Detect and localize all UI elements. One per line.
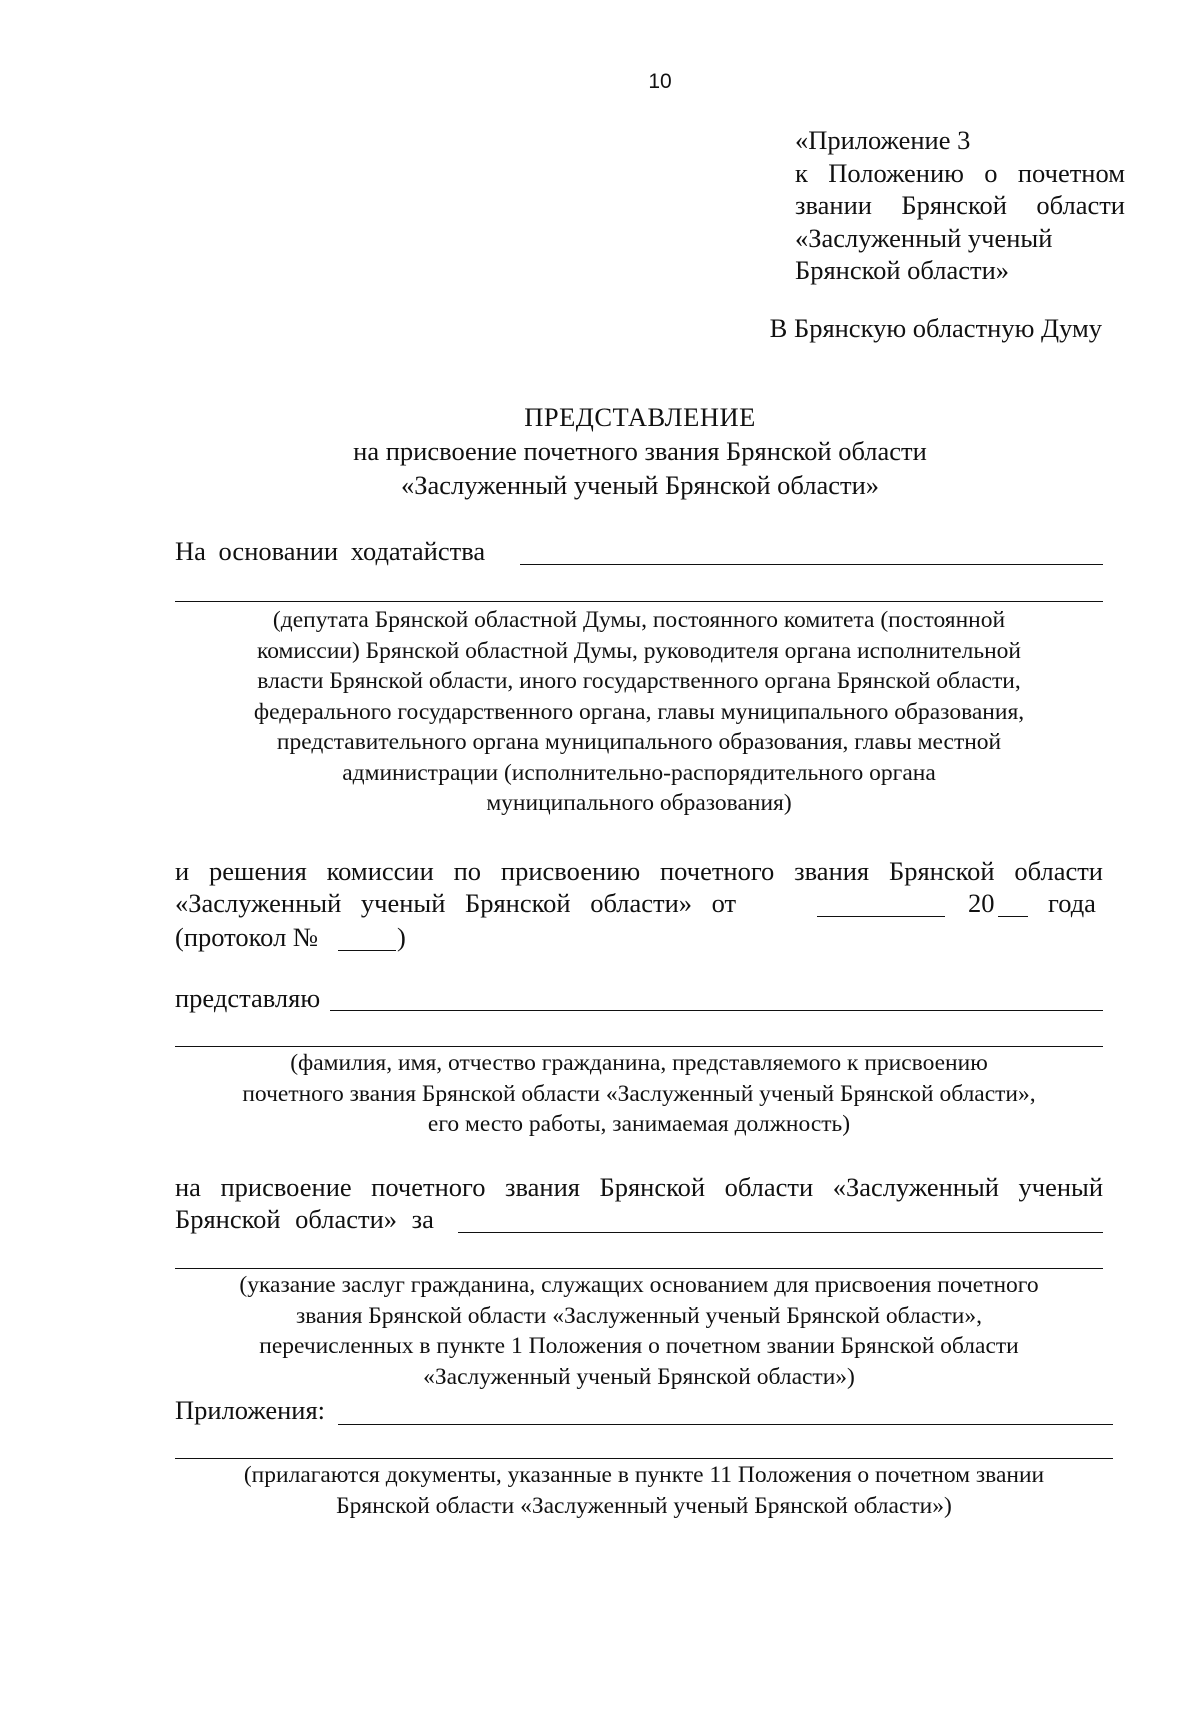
nominee-caption-line: его место работы, занимаемая должность) <box>427 1111 851 1137</box>
decision-year-suffix: года <box>1048 888 1096 918</box>
petition-caption-line: (депутата Брянской областной Думы, постоянного комитета (постоянной <box>272 607 1006 633</box>
merits-paragraph <box>175 1170 1103 1204</box>
merits-blank-line-2[interactable] <box>175 1268 1103 1269</box>
appendix-line-3: звании Брянской области <box>795 190 1125 220</box>
protocol-label: (протокол № <box>175 922 319 952</box>
attachments-label: Приложения: <box>175 1395 326 1425</box>
merits-line-2-label: Брянской области» за <box>175 1204 434 1234</box>
appendix-line-5: Брянской области» <box>795 255 1010 285</box>
decision-paragraph <box>175 854 1103 888</box>
petition-caption-line: комиссии) Брянской областной Думы, руководителя органа исполнительной <box>256 637 1022 664</box>
attachments-blank-line-2[interactable] <box>175 1458 1113 1459</box>
merits-caption-line: перечисленных в пункте 1 Положения о почетном звании Брянской области <box>259 1333 1019 1359</box>
nominee-blank-line-2[interactable] <box>175 1046 1103 1047</box>
attachments-blank-line-1[interactable] <box>338 1424 1113 1425</box>
decision-line-1: и решения комиссии по присвоению почетного звания Брянской области <box>175 856 1103 886</box>
decision-year-blank[interactable] <box>998 916 1028 917</box>
document-title: ПРЕДСТАВЛЕНИЕ <box>524 402 756 432</box>
petition-caption-line: администрации (исполнительно-распорядительного органа <box>342 759 936 786</box>
document-subtitle-1: на присвоение почетного звания Брянской области <box>353 436 927 466</box>
protocol-number-blank[interactable] <box>338 950 396 951</box>
nominee-caption-line: (фамилия, имя, отчество гражданина, представляемого к присвоению <box>290 1050 988 1076</box>
appendix-line-4: «Заслуженный ученый <box>795 222 1053 253</box>
attachments-caption-line: (прилагаются документы, указанные в пункте 11 Положения о почетном звании <box>243 1462 1045 1488</box>
merits-caption-line: звания Брянской области «Заслуженный ученый Брянской области», <box>295 1302 983 1329</box>
protocol-close-paren: ) <box>397 922 406 952</box>
decision-date-blank[interactable] <box>817 916 945 917</box>
attachments-caption <box>175 1460 1113 1521</box>
petition-caption <box>175 605 1103 819</box>
nominee-caption <box>175 1048 1103 1140</box>
appendix-line-1: «Приложение 3 <box>795 125 971 155</box>
decision-year-prefix: 20 <box>968 888 995 918</box>
appendix-reference <box>795 124 1125 287</box>
page-number: 10 <box>648 70 672 93</box>
petition-blank-line-2[interactable] <box>175 601 1103 602</box>
merits-caption <box>175 1270 1103 1392</box>
nominee-label: представляю <box>175 983 321 1013</box>
merits-caption-line: «Заслуженный ученый Брянской области») <box>423 1363 855 1390</box>
attachments-caption-line: Брянской области «Заслуженный ученый Брянской области») <box>336 1492 952 1519</box>
addressee: В Брянскую областную Думу <box>769 313 1102 343</box>
decision-line-2-text: «Заслуженный ученый Брянской области» от <box>175 888 737 918</box>
merits-line-1: на присвоение почетного звания Брянской области «Заслуженный ученый <box>175 1172 1103 1202</box>
merits-blank-line-1[interactable] <box>458 1232 1103 1233</box>
merits-caption-line: (указание заслуг гражданина, служащих основанием для присвоения почетного <box>239 1272 1039 1298</box>
appendix-line-2: к Положению о почетном <box>795 157 1125 188</box>
petition-caption-line: власти Брянской области, иного государственного органа Брянской области, <box>257 668 1021 694</box>
nominee-blank-line-1[interactable] <box>330 1010 1103 1011</box>
document-subtitle-2: «Заслуженный ученый Брянской области» <box>400 470 880 500</box>
nominee-caption-line: почетного звания Брянской области «Заслуженный ученый Брянской области», <box>242 1080 1036 1107</box>
petition-caption-line: муниципального образования) <box>486 790 792 816</box>
petition-caption-line: представительного органа муниципального образования, главы местной <box>276 729 1002 755</box>
document-title-block <box>175 400 1105 502</box>
petition-blank-line-1[interactable] <box>520 564 1103 565</box>
petition-label: На основании ходатайства <box>175 536 486 566</box>
petition-caption-line: федерального государственного органа, главы муниципального образования, <box>253 698 1025 725</box>
